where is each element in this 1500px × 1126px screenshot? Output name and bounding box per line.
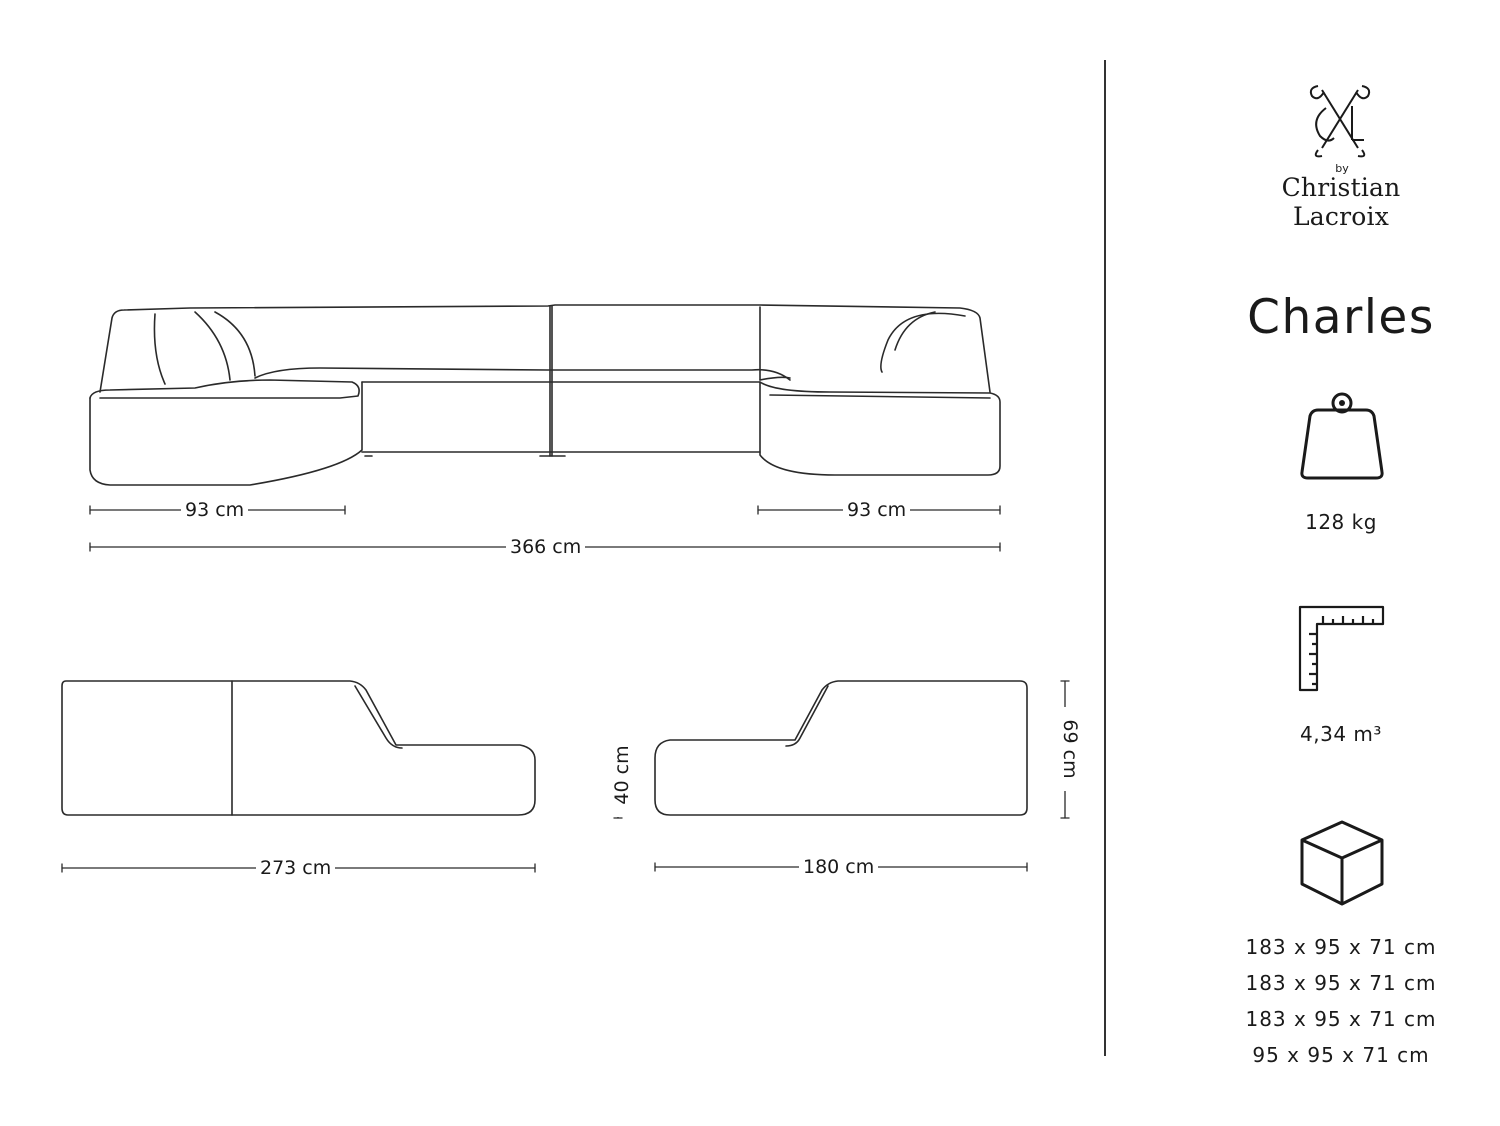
package-dimension: 183 x 95 x 71 cm (1245, 935, 1437, 959)
side-depth-label: 180 cm (799, 856, 878, 878)
weight-value: 128 kg (1305, 510, 1377, 534)
divider (1104, 60, 1106, 1056)
right-chaise-width-label: 93 cm (843, 499, 910, 521)
package-dimension: 183 x 95 x 71 cm (1245, 971, 1437, 995)
brand-by: by (1335, 162, 1349, 175)
package-dimension: 95 x 95 x 71 cm (1252, 1043, 1430, 1067)
weight-icon (1298, 388, 1386, 484)
ruler-corner-icon (1297, 604, 1387, 694)
left-chaise-width-label: 93 cm (181, 499, 248, 521)
brand-logo (1300, 78, 1380, 160)
side-length-label: 273 cm (256, 857, 335, 879)
side-view-left (62, 681, 535, 815)
box-icon (1298, 818, 1386, 908)
product-title: Charles (1247, 290, 1435, 345)
brand-name: Christian Lacroix (1281, 173, 1401, 231)
total-width-label: 366 cm (506, 536, 585, 558)
package-dimension: 183 x 95 x 71 cm (1245, 1007, 1437, 1031)
seat-height-label: 40 cm (611, 733, 633, 817)
dimension-lines (62, 506, 1069, 872)
front-view (90, 305, 1000, 485)
volume-value: 4,34 m³ (1300, 722, 1382, 746)
total-height-label: 69 cm (1059, 707, 1081, 791)
side-view-right (655, 681, 1027, 815)
